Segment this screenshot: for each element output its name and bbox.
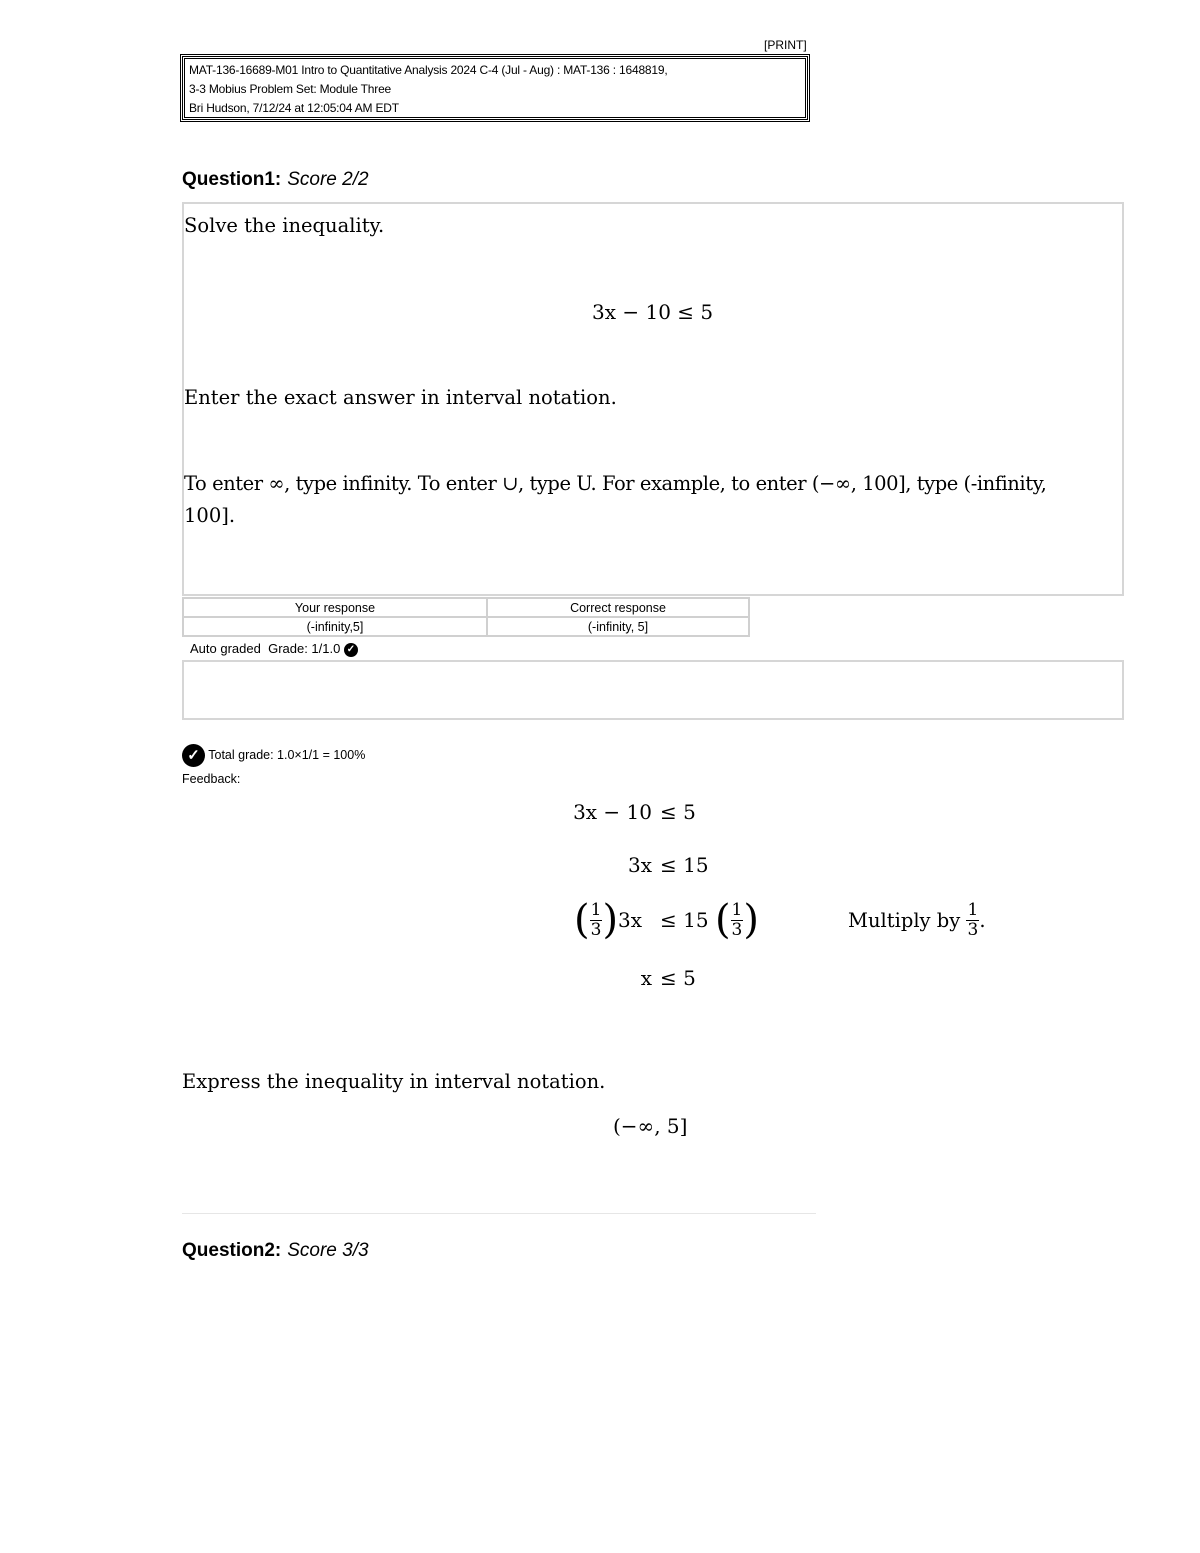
- paren-open: (: [714, 897, 731, 943]
- step3-rhs: ≤ 15: [660, 908, 709, 932]
- total-grade: Total grade: 1.0×1/1 = 100%: [208, 747, 366, 762]
- question1-heading: [182, 169, 369, 191]
- check-icon: ✓: [344, 643, 358, 657]
- assignment-line: 3-3 Mobius Problem Set: Module Three: [189, 82, 392, 96]
- step4-rhs: ≤ 5: [660, 966, 696, 990]
- question1-inequality: [592, 300, 713, 324]
- feedback-label: Feedback:: [182, 772, 241, 786]
- multiply-note-text: Multiply by: [848, 908, 961, 932]
- student-line: Bri Hudson, 7/12/24 at 12:05:04 AM EDT: [189, 101, 399, 115]
- paren-close: ): [602, 897, 619, 943]
- assignment-header: [182, 56, 808, 120]
- print-link[interactable]: [PRINT]: [764, 38, 807, 52]
- question1-prompt: Solve the inequality.: [184, 214, 385, 237]
- question1-hint-line1: To enter ∞, type infinity. To enter ∪, type U. For example, to enter (−∞, 100], type (-infinity,: [184, 472, 1047, 495]
- inequality-op: ≤: [677, 300, 695, 324]
- response-table-header-row: [183, 598, 749, 617]
- step3-lhs: 3x: [618, 908, 643, 932]
- question2-score: Score 3/3: [287, 1240, 369, 1261]
- response-table: [182, 597, 750, 637]
- step2-lhs: 3x: [627, 853, 652, 877]
- paren-open: (: [574, 897, 590, 943]
- question2-title: Question2:: [182, 1240, 282, 1261]
- question-divider: [182, 1213, 816, 1214]
- correct-response-value: (-infinity, 5]: [487, 617, 749, 636]
- question1-score: Score 2/2: [287, 169, 369, 190]
- interval-answer: (−∞, 5]: [613, 1114, 688, 1138]
- step2-rhs: ≤ 15: [660, 853, 709, 877]
- step1-rhs: ≤ 5: [660, 800, 696, 824]
- check-circle-icon: ✓: [182, 744, 205, 767]
- step3-lhs-group: [574, 894, 642, 946]
- your-response-header: Your response: [183, 598, 487, 617]
- correct-response-header: Correct response: [487, 598, 749, 617]
- question2-heading: [182, 1240, 369, 1262]
- auto-graded-label: Auto graded: [190, 641, 261, 656]
- step1-lhs: 3x − 10: [573, 800, 652, 824]
- auto-grade-line: [190, 641, 358, 657]
- total-grade-line: [182, 744, 365, 767]
- step3-frac-left: $\frac{1}{3}$: [590, 899, 602, 940]
- paren-close: ): [743, 897, 759, 943]
- your-response-value: (-infinity,5]: [183, 617, 487, 636]
- inequality-left: 3x − 10: [592, 300, 671, 324]
- course-line: MAT-136-16689-M01 Intro to Quantitative Analysis 2024 C-4 (Jul - Aug) : MAT-136 : 1648819,: [189, 63, 668, 77]
- question1-hint-line2: 100].: [184, 504, 236, 527]
- step3-rhs-group: [660, 894, 759, 946]
- step3-frac-right: $\frac{1}{3}$: [731, 899, 743, 940]
- step4-lhs: x: [640, 966, 652, 990]
- comment-box: [182, 660, 1124, 720]
- multiply-frac: $\frac{1}{3}$: [967, 899, 979, 940]
- question1-title: Question1:: [182, 169, 282, 190]
- express-text: Express the inequality in interval notation.: [182, 1070, 606, 1093]
- question1-box: [182, 202, 1124, 596]
- question1-instruction: Enter the exact answer in interval notation.: [184, 386, 617, 409]
- inequality-right: 5: [700, 300, 714, 324]
- grade-label: Grade: 1/1.0: [268, 641, 341, 656]
- response-table-row: [183, 617, 749, 636]
- multiply-note: Multiply by $\frac{1}{3}$ .: [848, 899, 986, 940]
